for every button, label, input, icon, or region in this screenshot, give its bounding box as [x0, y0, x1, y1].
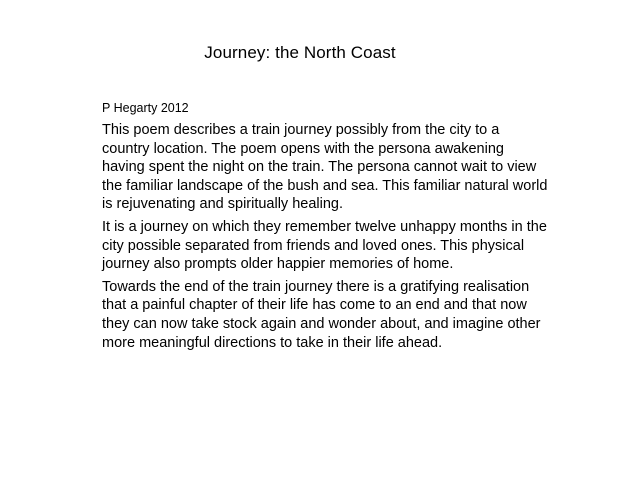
paragraph-summary: This poem describes a train journey possibly from the city to a country location. The poem opens with the persona awakening having spent the night on the train. The persona cannot wait to view the familiar landscape of the bush and sea. This familiar natural world is rejuvenating and spiritually healing. — [102, 122, 548, 213]
paragraph-realisation: Towards the end of the train journey there is a gratifying realisation that a painful chapter of their life has come to an end and that now they can now take stock again and wonder about, and imagine other more meaningful directions to take in their life ahead. — [102, 278, 541, 351]
slide-title: Journey: the North Coast — [204, 43, 396, 62]
author-credit: P Hegarty 2012 — [102, 101, 189, 115]
slide-body — [102, 121, 550, 356]
paragraph-memories: It is a journey on which they remember twelve unhappy months in the city possible separated from friends and loved ones. This physical journey also prompts older happier memories of home. — [102, 218, 547, 273]
